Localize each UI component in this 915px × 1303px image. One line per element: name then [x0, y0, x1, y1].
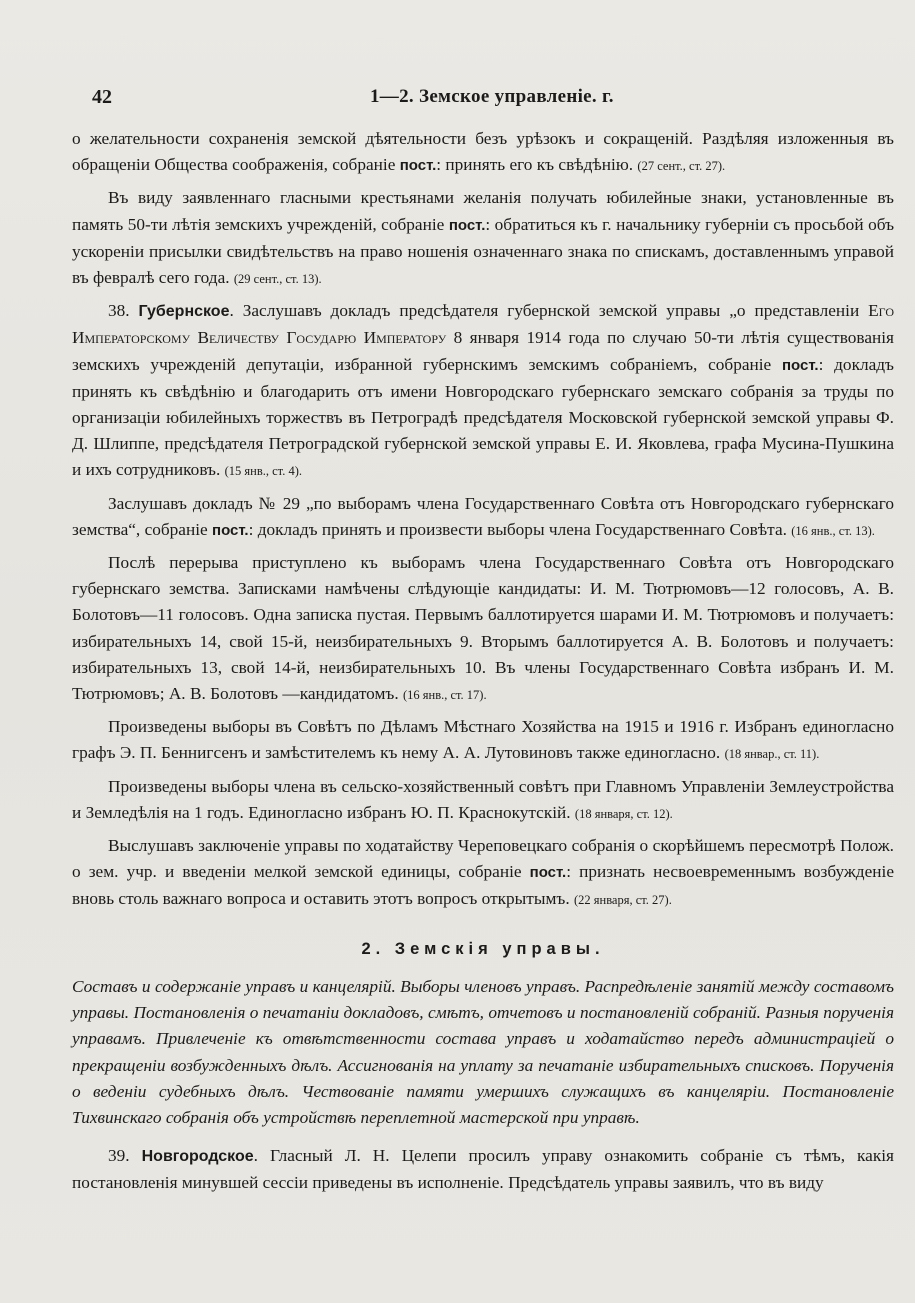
paragraph-text: . Заслушавъ докладъ предсѣдателя губернской земской управы „о представленіи: [229, 301, 869, 321]
paragraph-text: : принять его къ свѣдѣнію.: [436, 155, 638, 175]
paragraph-text: Выслушавъ заключеніе управы по ходатайству Череповецкаго собранія о скорѣйшемъ пересмотрѣ Полож. о зем. учр. и введеніи мелкой земской единицы, собраніе: [72, 836, 894, 882]
reference: (18 январ., ст. 11).: [724, 747, 820, 762]
reference: (22 января, ст. 27).: [573, 893, 672, 908]
paragraph-text: : обратиться къ г. начальнику губерніи съ просьбой объ ускореніи присылки свидѣтельствъ на право ношенія означеннаго знака по спискамъ, доставленнымъ управой въ февралѣ сего года.: [72, 214, 895, 288]
item-number: 38.: [108, 301, 139, 321]
region-name: Губернское: [138, 303, 230, 321]
paragraph-6: [72, 714, 894, 767]
paragraph-text: о желательности сохраненія земской дѣятельности безъ урѣзокъ и сокращеній. Раздѣляя изложенныя въ обращеніи Общества соображенія, собраніе: [72, 129, 894, 175]
paragraph-text: Заслушавъ докладъ № 29 „по выборамъ члена Государственнаго Совѣта отъ Новгородскаго губернскаго земства“, собраніе: [72, 493, 894, 539]
paragraph-text: 8 января 1914 года по случаю 50-ти лѣтія существованія земскихъ учрежденій депутаціи, избранной губернскимъ земскимъ собраніемъ, собраніе: [72, 328, 894, 374]
paragraph-5: [72, 550, 894, 708]
reference: (18 января, ст. 12).: [574, 806, 673, 821]
resolution-keyword: пост.: [399, 157, 437, 175]
page-header: [92, 86, 857, 110]
resolution-keyword: пост.: [448, 216, 486, 234]
reference: (27 сент., ст. 27).: [637, 159, 726, 174]
reference: (15 янв., ст. 4).: [224, 464, 302, 479]
resolution-keyword: пост.: [782, 356, 819, 374]
paragraph-text: . Гласный Л. Н. Целепи просилъ управу ознакомить собраніе съ тѣмъ, какія постановленія минувшей сессіи приведены въ исполненіе. Предсѣдатель управы заявилъ, что въ виду: [72, 1146, 895, 1193]
paragraph-8: [72, 833, 894, 914]
item-number: 39.: [108, 1146, 142, 1166]
page-body: [72, 126, 894, 1197]
paragraph-7: [72, 774, 894, 827]
paragraph-text: Послѣ перерыва приступлено къ выборамъ члена Государственнаго Совѣта отъ Новгородскаго губернскаго земства. Записками намѣчены слѣдующіе кандидаты: И. М. Тютрюмовъ—12 голосовъ, А. В. Болотовъ—11 голосовъ. Одна записка пустая. Первымъ баллотируется шарами И. М. Тютрюмовъ и получаетъ: избирательныхъ 14, свой 15-й, неизбирательныхъ 9. Вторымъ баллотируется А. В. Болотовъ и получаетъ: избирательныхъ 13, свой 14-й, неизбирательныхъ 10. Въ члены Государственнаго Совѣта избранъ И. М. Тютрюмовъ; А. В. Болотовъ —кандидатомъ.: [72, 553, 894, 704]
paragraph-text: Въ виду заявленнаго гласными крестьянами желанія получать юбилейные знаки, установленные въ память 50-ти лѣтія земскихъ учрежденій, собраніе: [72, 188, 894, 234]
paragraph-text: : признать несвоевременнымъ возбужденіе вновь столь важнаго вопроса и оставить этотъ вопросъ открытымъ.: [72, 862, 894, 909]
reference: (16 янв., ст. 17).: [402, 688, 487, 703]
resolution-keyword: пост.: [212, 521, 249, 539]
region-name: Новгородское: [141, 1148, 254, 1166]
paragraph-4: [72, 491, 894, 544]
paragraph-text: Произведены выборы члена въ сельско-хозяйственный совѣтъ при Главномъ Управленіи Землеустройства и Земледѣлія на 1 годъ. Единогласно избранъ Ю. П. Краснокутскій.: [72, 776, 894, 822]
section-summary: Составъ и содержаніе управъ и канцелярій. Выборы членовъ управъ. Распредѣленіе занятій между составомъ управы. Постановленія о печатаніи докладовъ, смѣтъ, отчетовъ и постановленій собраній. Разныя порученія управамъ. Привлеченіе къ отвѣтственности состава управъ и ходатайство передъ администраціей о прекращеніи возбужденныхъ дѣлъ. Ассигнованія на уплату за печатаніе избирательныхъ списковъ. Порученія о веденіи судебныхъ дѣлъ. Чествованіе памяти умершихъ служащихъ въ канцеляріи. Постановленіе Тихвинскаго собранія объ устройствѣ переплетной мастерской при управѣ.: [72, 976, 894, 1127]
paragraph-text: Произведены выборы въ Совѣтъ по Дѣламъ Мѣстнаго Хозяйства на 1915 и 1916 г. Избранъ единогласно графъ Э. П. Беннигсенъ и замѣстителемъ къ нему А. А. Лутовиновъ также единогласно.: [72, 717, 894, 763]
paragraph-2: [72, 185, 894, 292]
reference: (29 сент., ст. 13).: [233, 272, 322, 287]
paragraph-text: : докладъ принять и произвести выборы члена Государственнаго Совѣта.: [248, 519, 792, 539]
running-head: 1—2. Земское управленіе. г.: [370, 86, 614, 107]
resolution-keyword: пост.: [529, 864, 567, 882]
paragraph-9: [72, 1143, 894, 1196]
reference: (16 янв., ст. 13).: [791, 523, 875, 538]
paragraph-1: [72, 126, 894, 179]
page-number: 42: [92, 86, 112, 108]
section-title: 2. Земскія управы.: [361, 939, 605, 958]
imperial-title: Его Императорскому Величеству Государю Императору: [72, 301, 894, 348]
paragraph-3: [72, 298, 894, 484]
paragraph-text: : докладъ принять къ свѣдѣнію и благодарить отъ имени Новгородскаго губернскаго земскаго собранія за труды по организаціи юбилейныхъ торжествъ въ Петроградѣ предсѣдателя Московской губернской земской управы Ф. Д. Шлиппе, предсѣдателя Петроградской губернской земской управы Е. И. Яковлева, графа Мусина-Пушкина и ихъ сотрудниковъ.: [72, 354, 894, 480]
